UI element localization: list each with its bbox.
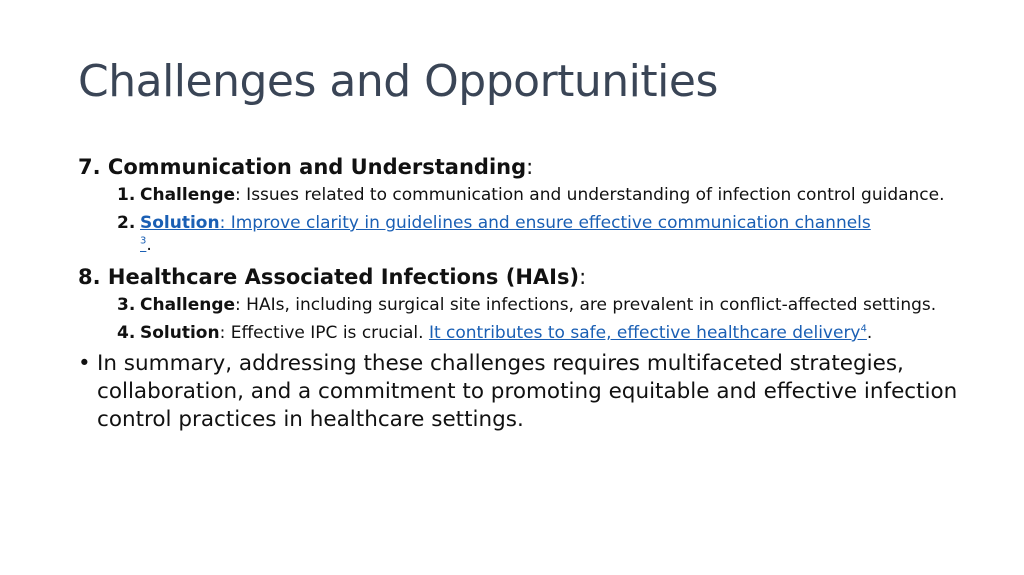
section-heading-prefix: 7.	[78, 155, 108, 179]
sub-list-hais	[117, 294, 958, 344]
item-trailing: .	[146, 235, 152, 255]
section-heading-suffix: :	[579, 265, 587, 289]
bullet-glyph: •	[78, 351, 91, 376]
item-text: : Issues related to communication and understanding of infection control guidance.	[235, 185, 945, 205]
summary-text: In summary, addressing these challenges requires multifaceted strategies, collaboration, and a commitment to promoting equitable and effective infection control practices in healthcare settings.	[97, 351, 958, 432]
item-text: : Effective IPC is crucial.	[219, 323, 429, 343]
item-number: 1.	[117, 185, 136, 205]
solution-link[interactable]	[140, 213, 871, 255]
item-label: Solution	[140, 213, 220, 233]
item-number: 2.	[117, 213, 136, 233]
citation-4: 4	[860, 323, 867, 335]
healthcare-delivery-link[interactable]	[429, 323, 867, 343]
list-item-solution-2	[117, 212, 958, 256]
item-label: Solution	[140, 323, 220, 343]
list-item-challenge-3	[117, 294, 958, 316]
section-heading-suffix: :	[526, 155, 534, 179]
solution-link-text: : Improve clarity in guidelines and ensure effective communication channels	[219, 213, 871, 233]
list-item-challenge-1	[117, 184, 958, 206]
item-number: 4.	[117, 323, 136, 343]
item-trailing: .	[866, 323, 873, 343]
section-heading-prefix: 8.	[78, 265, 108, 289]
slide-title: Challenges and Opportunities	[78, 56, 718, 107]
list-item-solution-4	[117, 322, 958, 344]
item-number: 3.	[117, 295, 136, 315]
sub-list-communication	[117, 184, 958, 256]
section-heading-bold: Healthcare Associated Infections (HAIs)	[107, 265, 580, 289]
item-label: Challenge	[140, 185, 236, 205]
section-heading-communication	[78, 152, 958, 182]
summary-bullet-item	[78, 350, 958, 434]
section-heading-hais	[78, 262, 958, 292]
link-text: It contributes to safe, effective healthcare delivery	[428, 323, 861, 343]
item-text: : HAIs, including surgical site infections, are prevalent in conflict-affected settings.	[235, 295, 937, 315]
section-heading-bold: Communication and Understanding	[107, 155, 527, 179]
slide-content	[78, 152, 958, 434]
item-label: Challenge	[140, 295, 236, 315]
citation-3: 3	[140, 235, 147, 247]
